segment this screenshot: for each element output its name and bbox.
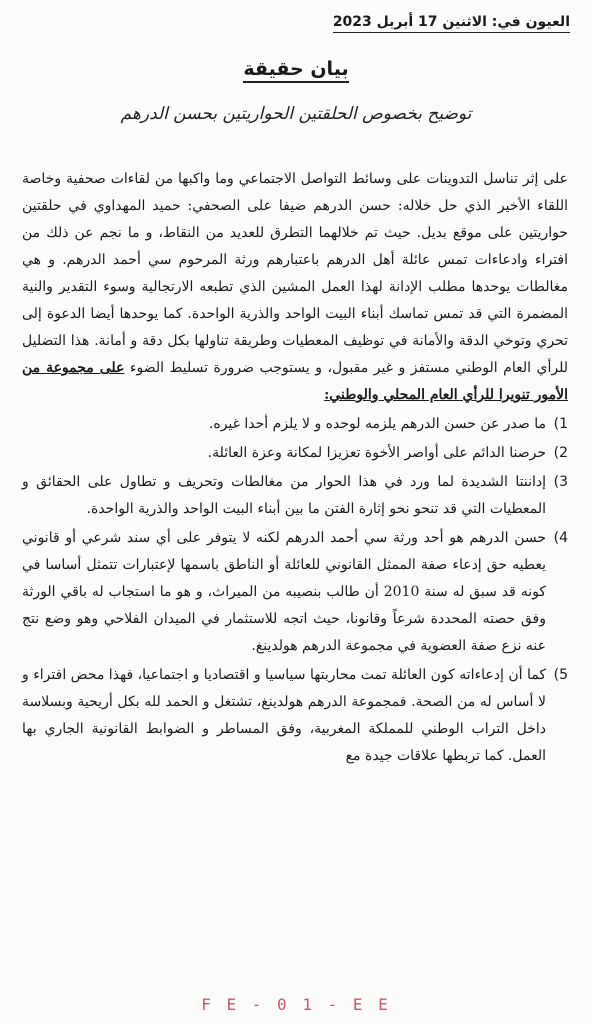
list-item — [22, 662, 568, 770]
dateline: العيون في: الاثنين 17 أبريل 2023 — [333, 14, 570, 33]
point-text: إداننتا الشديدة لما ورد في هذا الحوار من مغالطات وتحريف و تطاول على الحقائق و المعطيات التي قد تنحو نحو إثارة الفتن ما بين أبناء البيت الواحد والذرية الواحدة. — [22, 474, 546, 517]
title-block — [0, 58, 592, 80]
point-number: 4) — [553, 530, 568, 546]
point-text: ما صدر عن حسن الدرهم يلزمه لوحده و لا يلزم أحدا غيره. — [208, 416, 546, 432]
point-text: حرصنا الدائم على أواصر الأخوة تعزيزا لمكانة وعزة العائلة. — [207, 445, 546, 461]
intro-text: على إثر تناسل التدوينات على وسائط التواصل الاجتماعي وما واكبها من لقاءات صحفية وخاصة اللقاء الأخير الذي حل خلاله: حسن الدرهم ضيفا على الصحفي: حميد المهداوي في حلقتين حواريتين على موقع بديل. حيث تم خلالهما التطرق للعديد من النقاط، و ما نجم عن ذلك من افتراء وادعاءات تمس عائلة أهل الدرهم باعتبارهم ورثة المرحوم سي أحمد الدرهم. و هي مغالطات يوحدها مطلب الإدانة لهذا العمل المشين الذي تطبعه الارتجالية وسوء التقدير والنية المضمرة التي قد تمس تماسك أبناء البيت الواحد والذرية الواحدة. كما يوحدها أيضا الدعوة إلى تحري وتوخي الدقة والأمانة في توظيف المعطيات وطريقة تناولها بكل دقة و أمانة. هذا التضليل للرأي العام الوطني مستفز و غير مقبول، و يستوجب ضرورة تسليط الضوء — [22, 171, 568, 376]
point-number: 1) — [553, 416, 568, 432]
list-item — [22, 411, 568, 438]
list-item — [22, 469, 568, 523]
point-number: 5) — [553, 667, 568, 683]
page-stamp: F E - 0 1 - E E — [201, 995, 391, 1014]
page-subtitle: توضيح بخصوص الحلقتين الحواريتين بحسن الدرهم — [120, 104, 472, 124]
intro-underlined: على مجموعة من الأمور تنويرا للرأي العام المحلي والوطني: — [22, 360, 568, 403]
point-number: 3) — [553, 474, 568, 490]
intro-paragraph — [22, 166, 568, 409]
point-text: كما أن إدعاءاته كون العائلة تمت محاربتها سياسيا و اقتصاديا و اجتماعيا، فهذا محض افتراء و لا أساس له من الصحة. فمجموعة الدرهم هولدينغ، تشتغل و الحمد لله بكل أريحية وبسلاسة داخل التراب الوطني للمملكة المغربية، وفق المساطر و الضوابط القانونية الجاري بها العمل. كما تربطها علاقات جيدة مع — [22, 667, 546, 764]
list-item — [22, 525, 568, 660]
page-title: بيان حقيقة — [243, 58, 348, 83]
point-number: 2) — [553, 445, 568, 461]
point-text: حسن الدرهم هو أحد ورثة سي أحمد الدرهم لكنه لا يتوفر على أي سند شرعي أو قانوني يعطيه حق إدعاء صفة الممثل القانوني للعائلة أو الناطق باسمها لإعتبارات تتمثل أساسا في كونه قد سبق له سنة 2010 أن طالب بنصيبه من الميراث، و هو ما استجاب له باقي الورثة وفق حصته المحددة شرعاً وقانونا، حيث اتجه للاستثمار في الميدان الفلاحي وهو وضع نتج عنه نزع صفة العضوية في مجموعة الدرهم هولدينغ. — [22, 530, 546, 654]
statement-body — [22, 166, 568, 772]
list-item — [22, 440, 568, 467]
points-list — [22, 411, 568, 770]
